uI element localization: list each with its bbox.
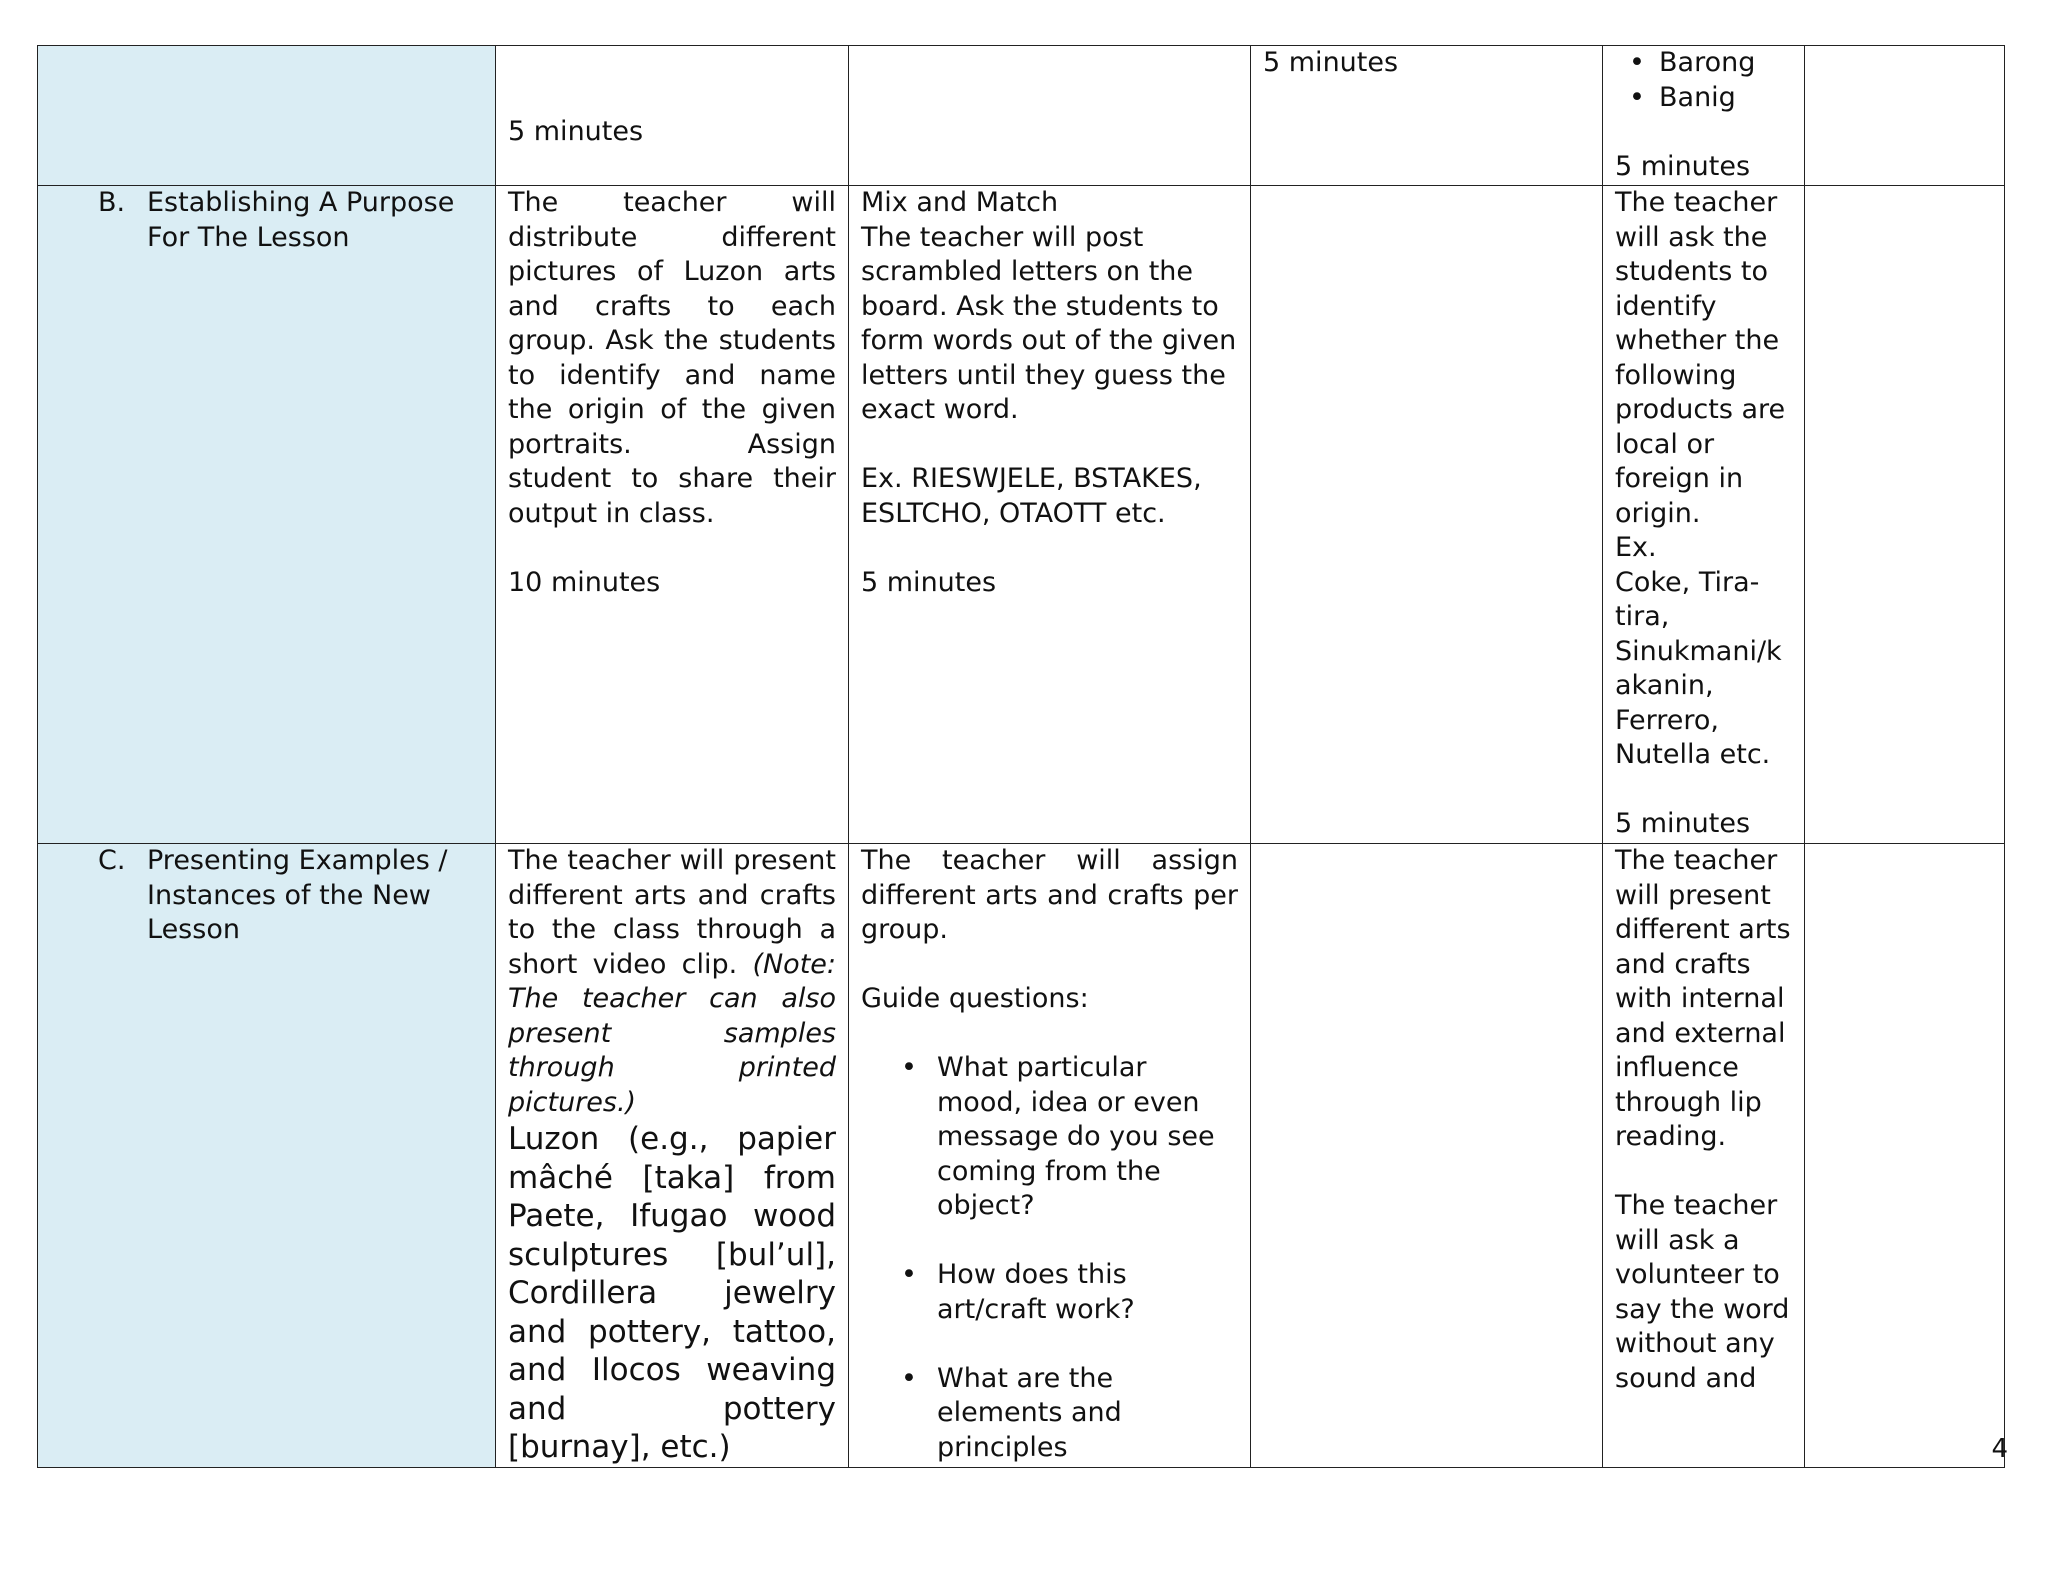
activity-example: Ex. RIESWJELE, BSTAKES, ESLTCHO, OTAOTT etc. [861, 463, 1202, 529]
day2-cell [849, 186, 1251, 844]
activity-text: The teacher will post scrambled letters on the board. Ask the students to form words out of the given letters until they guess the exact word. [861, 221, 1237, 425]
lesson-plan-table [37, 45, 2005, 1468]
list-item: • Banig [1659, 81, 1792, 116]
activity-text: The teacher will ask the students to identify whether the following products are local or foreign in origin. Ex. Coke, Tira-tira, Sinukmani/kakanin, Ferrero, Nutella etc. [1615, 187, 1786, 770]
day4-cell [1603, 186, 1805, 844]
row-letter: B. [98, 187, 126, 218]
table-row [38, 46, 2005, 186]
row-label-cell-empty [38, 46, 496, 186]
day2-cell [849, 844, 1251, 1468]
time-allotment: 5 minutes [1263, 47, 1399, 78]
guide-questions-heading: Guide questions: [861, 983, 1089, 1014]
activity-title: Mix and Match [861, 187, 1059, 218]
day3-cell [1251, 186, 1603, 844]
day3-cell [1251, 844, 1603, 1468]
bullet-icon: • [1629, 81, 1645, 113]
row-label: Establishing A Purpose For The Lesson [147, 187, 455, 253]
activity-text: The teacher will present different arts and crafts with internal and external influence through lip reading. [1615, 845, 1791, 1152]
list-item: • What are the elements and principles [901, 1362, 1122, 1463]
list-item: • Barong [1659, 46, 1792, 81]
remarks-cell [1805, 186, 2005, 844]
activity-text: The teacher will present different arts and crafts to the class through a short video clip. (Note: The teacher can also present samples through printed pictures.) [508, 845, 836, 1118]
list-item: • How does this art/craft work? [901, 1259, 1135, 1325]
activity-text: The teacher will distribute different pictures of Luzon arts and crafts to each group. Ask the students to identify and name the origin of the given portraits. Assign student to share their output in class. [508, 187, 836, 529]
activity-note: (Note: The teacher can also present samples through printed pictures.) [508, 948, 836, 1118]
bullet-icon: • [901, 1052, 917, 1083]
bullet-icon: • [901, 1362, 917, 1394]
time-allotment: 5 minutes [1615, 150, 1751, 182]
list-item: • What particular mood, idea or even message do you see coming from the object? [901, 1052, 1215, 1221]
day1-cell [496, 46, 849, 186]
activity-text: The teacher will ask a volunteer to say the word without any sound and [1615, 1190, 1790, 1394]
remarks-cell [1805, 46, 2005, 186]
time-allotment: 10 minutes [508, 566, 661, 598]
table-row [38, 844, 2005, 1468]
row-letter: C. [98, 845, 126, 876]
row-label: Presenting Examples / Instances of the New Lesson [147, 845, 448, 945]
bullet-icon: • [901, 1259, 917, 1290]
page-number: 4 [1991, 1434, 2008, 1464]
row-label-cell [38, 186, 496, 844]
guide-questions-list [861, 1051, 1238, 1465]
table-row [38, 186, 2005, 844]
time-allotment: 5 minutes [861, 566, 997, 598]
day4-cell [1603, 46, 1805, 186]
time-allotment: 5 minutes [1615, 808, 1751, 839]
day1-cell [496, 186, 849, 844]
day4-cell [1603, 844, 1805, 1468]
day3-cell [1251, 46, 1603, 186]
day1-cell [496, 844, 849, 1468]
row-label-cell [38, 844, 496, 1468]
remarks-cell [1805, 844, 2005, 1468]
time-allotment: 5 minutes [508, 116, 644, 147]
bullet-icon: • [1629, 47, 1645, 78]
product-list [1615, 46, 1792, 115]
day2-cell [849, 46, 1251, 186]
activity-examples: Luzon (e.g., papier mâché [taka] from Paete, Ifugao wood sculptures [bul’ul], Cordillera jewelry and pottery, tattoo, and Ilocos weaving and pottery [burnay], etc.) [508, 1121, 836, 1465]
activity-text: The teacher will assign different arts and crafts per group. [861, 845, 1238, 945]
